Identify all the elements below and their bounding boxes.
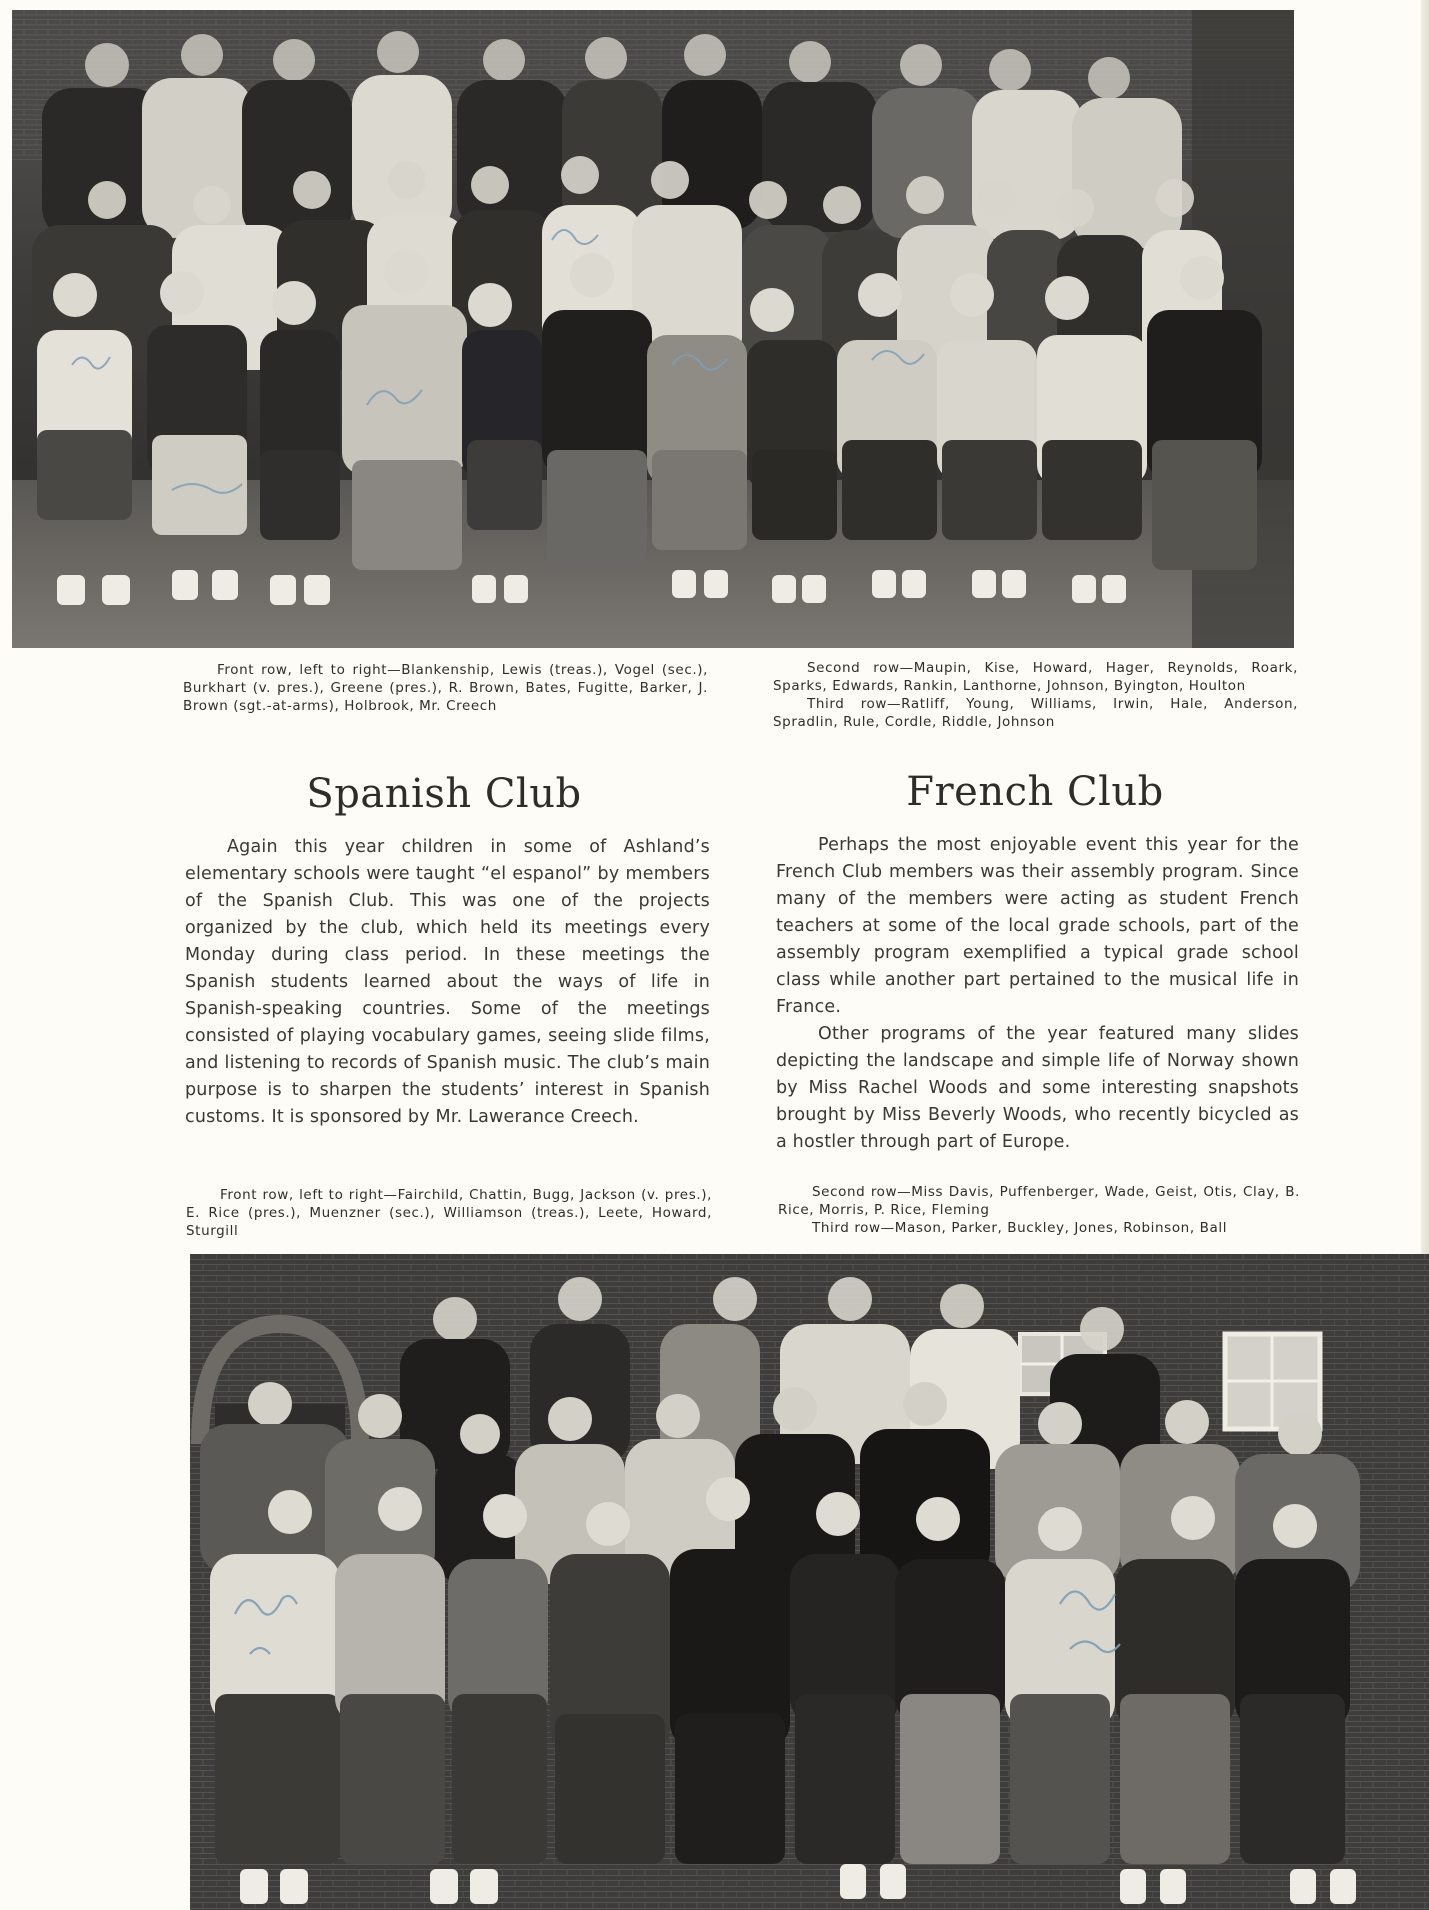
caption-front-row-text: Front row, left to right—Blankenship, Lewis (treas.), Vogel (sec.), Burkhart (v. pres.), Greene (pres.), R. Brown, Bates, Fugitte, Barker, J. Brown (sgt.-at-arms), Holbrook, Mr. Creech: [183, 662, 708, 714]
caption-second-row-text: Second row—Miss Davis, Puffenberger, Wade, Geist, Otis, Clay, B. Rice, Morris, P. Rice, Fleming: [778, 1184, 1300, 1218]
french-club-caption-front-row: [186, 1186, 712, 1240]
french-club-body: [776, 832, 1299, 1156]
french-club-heading: French Club: [906, 769, 1164, 815]
spanish-club-body: [185, 834, 710, 1131]
page-gutter-edge: [1421, 0, 1429, 1254]
spanish-club-group-photo: [12, 10, 1294, 648]
spanish-club-paragraph: Again this year children in some of Ashland’s elementary schools were taught “el espanol” by members of the Spanish Club. This was one of the projects organized by the club, which held its meetings every Monday during class period. In these meetings the Spanish students learned about the ways of life in Spanish-speaking countries. Some of the meetings consisted of playing vocabulary games, seeing slide films, and listening to records of Spanish music. The club’s main purpose is to sharpen the students’ interest in Spanish customs. It is sponsored by Mr. Lawerance Creech.: [185, 837, 710, 1127]
caption-third-row-text: Third row—Ratliff, Young, Williams, Irwin, Hale, Anderson, Spradlin, Rule, Cordle, Riddle, Johnson: [773, 696, 1298, 730]
caption-second-row-text: Second row—Maupin, Kise, Howard, Hager, Reynolds, Roark, Sparks, Edwards, Rankin, Lanthorne, Johnson, Byington, Houlton: [773, 660, 1298, 694]
spanish-club-caption-front-row: [183, 661, 708, 715]
caption-third-row-text: Third row—Mason, Parker, Buckley, Jones, Robinson, Ball: [812, 1220, 1228, 1236]
french-club-photo-illustration: [190, 1254, 1429, 1910]
french-club-paragraph-1: Perhaps the most enjoyable event this year for the French Club members was their assembly program. Since many of the members were acting as student French teachers at some of the local grade schools, part of the assembly program exemplified a typical grade school class while another part pertained to the musical life in France.: [776, 835, 1299, 1017]
french-club-caption-back-rows: [778, 1183, 1300, 1237]
spanish-club-heading: Spanish Club: [306, 771, 582, 817]
french-club-paragraph-2: Other programs of the year featured many slides depicting the landscape and simple life of Norway shown by Miss Rachel Woods and some interesting snapshots brought by Miss Beverly Woods, who recently bicycled as a hostler through part of Europe.: [776, 1024, 1299, 1152]
spanish-club-caption-back-rows: [773, 659, 1298, 731]
caption-front-row-text: Front row, left to right—Fairchild, Chattin, Bugg, Jackson (v. pres.), E. Rice (pres.), Muenzner (sec.), Williamson (treas.), Leete, Howard, Sturgill: [186, 1187, 712, 1239]
french-club-group-photo: [190, 1254, 1429, 1910]
spanish-club-photo-illustration: [12, 10, 1294, 648]
